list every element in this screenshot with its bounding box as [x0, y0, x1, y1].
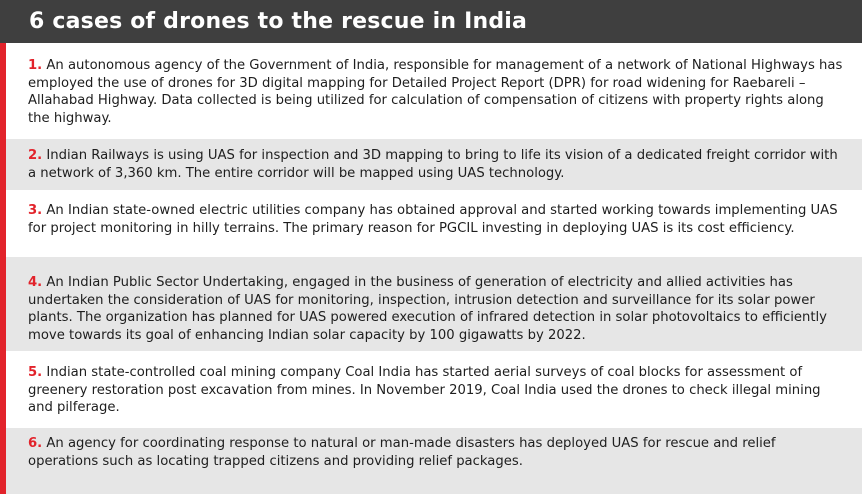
case-text: Indian state-controlled coal mining company Coal India has started aerial surveys of coal blocks for assessment of greenery restoration post excavation from mines. In November 2019, Coal India used the drones to check illegal mining and pilferage. — [28, 365, 821, 415]
case-number: 1. — [28, 58, 43, 73]
title-text: 6 cases of drones to the rescue in India — [29, 9, 528, 34]
case-number: 5. — [28, 365, 43, 380]
case-number: 6. — [28, 436, 43, 451]
case-item-4 — [6, 257, 862, 351]
case-item-3 — [6, 190, 862, 257]
case-list — [6, 43, 862, 494]
case-text: An autonomous agency of the Government of India, responsible for management of a network of National Highways has employed the use of drones for 3D digital mapping for Detailed Project Report (DPR) for road widening for Raebareli – Allahabad Highway. Data collected is being utilized for calculation of compensation of citizens with property rights along the highway. — [28, 58, 843, 126]
case-item-5 — [6, 351, 862, 428]
case-text: Indian Railways is using UAS for inspection and 3D mapping to bring to life its vision of a dedicated freight corridor with a network of 3,360 km. The entire corridor will be mapped using UAS technology. — [28, 148, 838, 181]
case-text: An Indian Public Sector Undertaking, engaged in the business of generation of electricity and allied activities has undertaken the consideration of UAS for monitoring, inspection, intrusion detection and surveillance for its solar power plants. The organization has planned for UAS powered execution of infrared detection in solar photovoltaics to efficiently move towards its goal of enhancing Indian solar capacity by 100 gigawatts by 2022. — [28, 275, 827, 343]
case-number: 4. — [28, 275, 43, 290]
case-number: 3. — [28, 203, 43, 218]
case-number: 2. — [28, 148, 43, 163]
case-item-6 — [6, 428, 862, 494]
case-item-2 — [6, 139, 862, 190]
case-item-1 — [6, 43, 862, 139]
case-text: An agency for coordinating response to natural or man-made disasters has deployed UAS for rescue and relief operations such as locating trapped citizens and providing relief packages. — [28, 436, 776, 469]
page-title — [0, 0, 862, 43]
case-text: An Indian state-owned electric utilities company has obtained approval and started working towards implementing UAS for project monitoring in hilly terrains. The primary reason for PGCIL investing in deploying UAS is its cost efficiency. — [28, 203, 838, 236]
